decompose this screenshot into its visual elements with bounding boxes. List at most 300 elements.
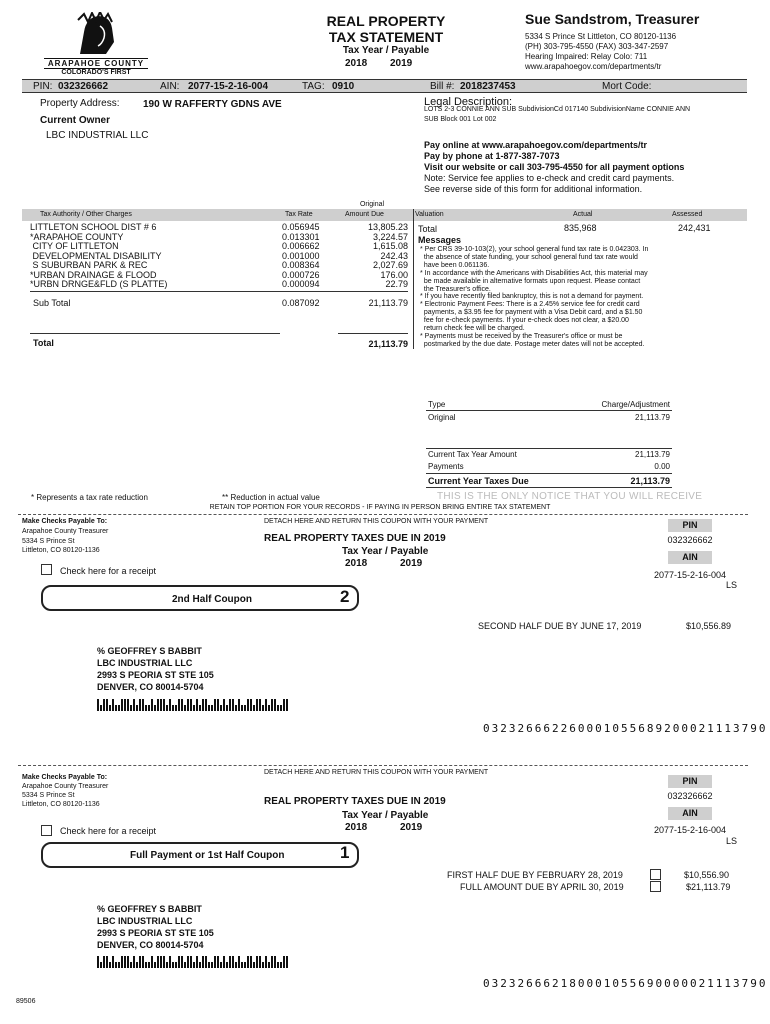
c1-ain-value: 2077-15-2-16-004 (653, 825, 727, 835)
row-rate: 0.013301 (282, 231, 320, 242)
row-authority: *URBAN DRAINAGE & FLOOD (30, 269, 157, 280)
total-divider (30, 333, 280, 334)
legal-description-label: Legal Description: (424, 96, 513, 108)
row-authority: CITY OF LITTLETON (30, 241, 119, 251)
barcode-bar (160, 699, 162, 711)
barcode-bar (124, 699, 126, 711)
barcode-bar (103, 956, 105, 968)
barcode-bar (259, 956, 261, 968)
c1-detach-instruction: DETACH HERE AND RETURN THIS COUPON WITH YOUR PAYMENT (264, 769, 489, 776)
message-line: fee for e-check payments. If your e-check does not clear, a $20.00 (420, 317, 629, 325)
barcode-bar (100, 962, 102, 968)
barcode-bar (232, 956, 234, 968)
row-amount: 3,224.57 (372, 231, 408, 242)
barcode-bar (118, 962, 120, 968)
barcode-bar (238, 699, 240, 711)
barcode-bar (154, 705, 156, 711)
barcode-bar (199, 962, 201, 968)
barcode-bar (175, 705, 177, 711)
table-row (30, 279, 410, 289)
c2-ls: LS (726, 580, 738, 590)
barcode-bar (169, 699, 171, 711)
barcode-bar (157, 699, 159, 711)
barcode-bar (157, 956, 159, 968)
c2-payable-year: 2019 (400, 558, 423, 569)
barcode-bar (286, 699, 288, 711)
col-tax-authority: Tax Authority / Other Charges (40, 211, 132, 218)
c2-payee-line2: 5334 S Prince St (22, 538, 75, 545)
valuation-assessed: 242,431 (678, 223, 711, 233)
barcode-bar (244, 962, 246, 968)
col-actual: Actual (573, 211, 593, 218)
c1-coupon-label: Full Payment or 1st Half Coupon (130, 850, 285, 861)
barcode-bar (142, 956, 144, 968)
barcode-bar (196, 699, 198, 711)
tax-rows (30, 222, 410, 289)
barcode-bar (280, 705, 282, 711)
barcode-bar (280, 962, 282, 968)
message-line: * In accordance with the Americans with Disabilities Act, this material may (420, 269, 648, 277)
service-fee-note: Note: Service fee applies to e-check and credit card payments. (424, 173, 675, 183)
barcode-bar (205, 956, 207, 968)
c1-mail-addr2: LBC INDUSTRIAL LLC (97, 916, 193, 926)
barcode-bar (256, 699, 258, 711)
charges-header-line (426, 410, 672, 411)
row-rate: 0.008364 (282, 260, 320, 270)
c2-payee-line1: Arapahoe County Treasurer (22, 528, 109, 535)
c2-scanline: 032326662260001055689200021113790 (483, 722, 768, 735)
message-line: * Electronic Payment Fees: There is a 2.45% service fee for credit card (420, 301, 640, 309)
c2-due-amount: $10,556.89 (686, 621, 732, 631)
table-row (30, 251, 410, 261)
barcode-bar (148, 705, 150, 711)
column-divider (413, 209, 414, 349)
message-line: return check fee will be charged. (420, 325, 525, 333)
detach-line-middle (18, 765, 748, 766)
barcode-bar (223, 699, 225, 711)
legal-description-line1: LOTS 2-3 CONNIE ANN SUB SubdivisionCd 017140 SubdivisionName CONNIE ANN (424, 106, 691, 113)
c1-receipt-label: Check here for a receipt (60, 826, 157, 836)
row-authority: S SUBURBAN PARK & REC (30, 260, 148, 270)
taxes-due-line (426, 473, 672, 474)
barcode-bar (106, 956, 108, 968)
row-amount: 2,027.69 (372, 260, 408, 270)
message-line: payments, a $3.95 fee for payment with a Visa Debit card, and a $1.50 (420, 309, 643, 317)
hearing-impaired: Hearing Impaired: Relay Colo: 711 (525, 52, 648, 61)
row-amount: 176.00 (380, 269, 408, 280)
total-label: Total (33, 338, 54, 348)
message-line: * If you have recently filed bankruptcy, this is not a demand for payment. (420, 293, 644, 301)
barcode-bar (217, 699, 219, 711)
c1-payable-year: 2019 (400, 822, 423, 833)
c1-first-half-amount: $10,556.90 (684, 870, 730, 880)
c2-detach-instruction: DETACH HERE AND RETURN THIS COUPON WITH YOUR PAYMENT (264, 518, 489, 525)
barcode-bar (190, 956, 192, 968)
message-line: * Payments must be received by the Treasurer's office or must be (420, 332, 623, 340)
barcode-bar (118, 705, 120, 711)
barcode-bar (106, 699, 108, 711)
message-line: have been 0.061136. (420, 261, 490, 269)
barcode-bar (163, 699, 165, 711)
c1-tax-year: 2018 (345, 822, 368, 833)
barcode-bar (220, 705, 222, 711)
barcode-bar (265, 956, 267, 968)
c1-ain-label: AIN (668, 807, 712, 820)
c2-due-title: REAL PROPERTY TAXES DUE IN 2019 (264, 533, 446, 544)
barcode-bar (172, 962, 174, 968)
barcode-bar (247, 699, 249, 711)
county-name: ARAPAHOE COUNTY (44, 58, 148, 69)
barcode-bar (139, 956, 141, 968)
c1-scanline: 032326662180001055690000021113790 (483, 977, 768, 990)
treasurer-website[interactable]: www.arapahoegov.com/departments/tr (525, 62, 662, 71)
barcode-bar (151, 956, 153, 968)
c2-receipt-checkbox[interactable] (41, 564, 52, 575)
barcode-bar (238, 956, 240, 968)
barcode-bar (169, 956, 171, 968)
barcode-bar (112, 699, 114, 711)
c1-payee-line2: 5334 S Prince St (22, 792, 75, 799)
col-amount-due: Amount Due (345, 211, 384, 218)
barcode-bar (154, 962, 156, 968)
c1-full-line: FULL AMOUNT DUE BY APRIL 30, 2019 (460, 882, 624, 892)
barcode-bar (283, 699, 285, 711)
c1-ls: LS (726, 836, 738, 846)
barcode-bar (250, 956, 252, 968)
row-amount: 242.43 (380, 250, 408, 261)
barcode-bar (271, 956, 273, 968)
barcode-bar (163, 956, 165, 968)
barcode-bar (172, 705, 174, 711)
row-amount: 13,805.23 (367, 222, 408, 232)
barcode-bar (193, 705, 195, 711)
table-row (30, 232, 410, 242)
statement-title-line1: REAL PROPERTY (326, 13, 446, 29)
barcode-bar (244, 705, 246, 711)
barcode-bar (175, 962, 177, 968)
taxes-due-underline (426, 487, 672, 488)
barcode-bar (283, 956, 285, 968)
barcode-bar (145, 962, 147, 968)
table-row (30, 222, 410, 232)
c1-make-checks-label: Make Checks Payable To: (22, 774, 108, 781)
statement-title-line2: TAX STATEMENT (328, 29, 444, 45)
taxes-due-label: Current Year Taxes Due (428, 476, 529, 486)
barcode-bar (109, 705, 111, 711)
barcode-bar (226, 705, 228, 711)
barcode-bar (121, 956, 123, 968)
barcode-bar (190, 699, 192, 711)
barcode-bar (253, 962, 255, 968)
barcode-bar (256, 956, 258, 968)
c1-full-amount: $21,113.79 (686, 882, 731, 892)
barcode-bar (151, 699, 153, 711)
c2-receipt-label: Check here for a receipt (60, 566, 157, 576)
row-authority: *URBN DRNGE&FLD (S PLATTE) (30, 279, 168, 289)
messages-label: Messages (418, 235, 462, 245)
bill-value: 2018237453 (460, 81, 516, 92)
pin-value: 032326662 (58, 81, 109, 92)
c2-mail-addr3: 2993 S PEORIA ST STE 105 (97, 670, 214, 680)
barcode-bar (211, 705, 213, 711)
messages-list (420, 246, 740, 349)
message-line: postmarked by the due date. Postage meter dates will not be accepted. (420, 340, 645, 348)
subtotal-divider (30, 291, 408, 292)
barcode-bar (97, 699, 99, 711)
current-tax-label: Current Tax Year Amount (428, 450, 517, 459)
c2-mail-addr4: DENVER, CO 80014-5704 (97, 682, 204, 692)
charges-original-amount: 21,113.79 (635, 413, 670, 422)
barcode-bar (196, 956, 198, 968)
c1-pin-value: 032326662 (667, 791, 713, 801)
original-label: Original (359, 201, 385, 208)
c1-coupon-number: 1 (340, 843, 350, 862)
barcode-bar (187, 956, 189, 968)
barcode-bar (274, 699, 276, 711)
see-reverse-note: See reverse side of this form for additional information. (424, 184, 643, 194)
barcode-bar (133, 956, 135, 968)
col-assessed: Assessed (672, 211, 703, 218)
c1-receipt-checkbox[interactable] (41, 825, 52, 836)
pay-by-phone: Pay by phone at 1-877-387-7073 (424, 151, 560, 161)
barcode-bar (187, 699, 189, 711)
c2-ain-label: AIN (668, 551, 712, 564)
barcode-bar (199, 705, 201, 711)
barcode-bar (208, 962, 210, 968)
row-amount: 1,615.08 (372, 241, 408, 251)
barcode-bar (220, 962, 222, 968)
c1-first-half-line: FIRST HALF DUE BY FEBRUARY 28, 2019 (447, 870, 623, 880)
tax-year: 2018 (345, 58, 368, 69)
barcode-bar (277, 962, 279, 968)
c2-tax-year: 2018 (345, 558, 368, 569)
retain-notice: RETAIN TOP PORTION FOR YOUR RECORDS - IF PAYING IN PERSON BRING ENTIRE TAX STATEMENT (209, 504, 551, 511)
barcode-bar (286, 956, 288, 968)
c2-make-checks-label: Make Checks Payable To: (22, 518, 108, 525)
county-logo (44, 12, 148, 76)
c1-payee-line3: Littleton, CO 80120-1136 (22, 801, 100, 808)
barcode-bar (184, 962, 186, 968)
barcode-bar (262, 705, 264, 711)
barcode-bar (115, 962, 117, 968)
total-amount: 21,113.79 (368, 339, 408, 349)
payments-amount: 0.00 (654, 462, 670, 471)
c1-mail-addr4: DENVER, CO 80014-5704 (97, 940, 204, 950)
barcode-bar (268, 705, 270, 711)
valuation-total-label: Total (418, 224, 438, 234)
row-rate: 0.000094 (282, 279, 320, 289)
barcode-bar (211, 962, 213, 968)
barcode-bar (229, 956, 231, 968)
c2-coupon-number: 2 (340, 587, 350, 606)
c1-postal-barcode (97, 954, 288, 968)
mort-code-label: Mort Code: (602, 81, 652, 92)
row-authority: *ARAPAHOE COUNTY (30, 231, 124, 242)
c2-payee-line3: Littleton, CO 80120-1136 (22, 547, 100, 554)
pin-label: PIN: (33, 81, 53, 92)
c2-coupon-label: 2nd Half Coupon (172, 594, 252, 605)
barcode-bar (259, 699, 261, 711)
barcode-bar (136, 705, 138, 711)
c2-postal-barcode (97, 697, 288, 711)
valuation-actual: 835,968 (564, 223, 597, 233)
row-rate: 0.006662 (282, 241, 320, 251)
c2-due-line: SECOND HALF DUE BY JUNE 17, 2019 (478, 621, 642, 631)
c2-tax-year-payable: Tax Year / Payable (342, 546, 429, 557)
barcode-bar (124, 956, 126, 968)
current-tax-amount: 21,113.79 (635, 450, 670, 459)
barcode-bar (127, 699, 129, 711)
ain-value: 2077-15-2-16-004 (188, 81, 269, 92)
col-tax-rate: Tax Rate (285, 211, 313, 218)
barcode-bar (127, 956, 129, 968)
barcode-bar (232, 699, 234, 711)
current-owner-label: Current Owner (40, 115, 111, 126)
barcode-bar (214, 699, 216, 711)
barcode-bar (253, 705, 255, 711)
c1-mail-addr1: % GEOFFREY S BABBIT (97, 904, 202, 914)
barcode-bar (268, 962, 270, 968)
barcode-bar (109, 962, 111, 968)
barcode-bar (205, 699, 207, 711)
col-type: Type (428, 400, 446, 409)
barcode-bar (130, 962, 132, 968)
barcode-bar (121, 699, 123, 711)
c2-pin-value: 032326662 (667, 535, 713, 545)
barcode-bar (181, 699, 183, 711)
only-notice: THIS IS THE ONLY NOTICE THAT YOU WILL RECEIVE (437, 491, 703, 502)
barcode-bar (193, 962, 195, 968)
c2-mail-addr2: LBC INDUSTRIAL LLC (97, 658, 193, 668)
row-rate: 0.056945 (282, 222, 320, 232)
barcode-bar (148, 962, 150, 968)
barcode-bar (208, 705, 210, 711)
message-line: the absence of state funding, your school general fund tax rate would (420, 253, 638, 261)
c1-pin-label: PIN (668, 775, 712, 788)
form-number: 89506 (16, 998, 36, 1005)
c1-mail-addr3: 2993 S PEORIA ST STE 105 (97, 928, 214, 938)
barcode-bar (115, 705, 117, 711)
c2-mail-addr1: % GEOFFREY S BABBIT (97, 646, 202, 656)
property-address-label: Property Address: (40, 98, 120, 109)
bill-label: Bill #: (430, 81, 455, 92)
barcode-bar (274, 956, 276, 968)
barcode-bar (145, 705, 147, 711)
c1-first-half-checkbox[interactable] (650, 869, 661, 880)
treasurer-name: Sue Sandstrom, Treasurer (525, 11, 700, 27)
row-rate: 0.001000 (282, 250, 320, 261)
message-line: be made available in alternative formats upon request. Please contact (420, 277, 641, 285)
total-divider-right (338, 333, 408, 334)
col-valuation: Valuation (415, 211, 444, 218)
tag-value: 0910 (332, 81, 355, 92)
payable-year: 2019 (390, 58, 413, 69)
barcode-bar (97, 956, 99, 968)
barcode-bar (100, 705, 102, 711)
barcode-bar (265, 699, 267, 711)
table-row (30, 260, 410, 270)
barcode-bar (160, 956, 162, 968)
barcode-bar (136, 962, 138, 968)
actual-reduction-note: ** Reduction in actual value (222, 493, 320, 502)
legal-description-line2: SUB Block 001 Lot 002 (424, 116, 497, 123)
ain-label: AIN: (160, 81, 180, 92)
c2-ain-value: 2077-15-2-16-004 (653, 570, 727, 580)
treasurer-phone: (PH) 303-795-4550 (FAX) 303-347-2597 (525, 42, 669, 51)
barcode-bar (271, 699, 273, 711)
row-authority: DEVELOPMENTAL DISABILITY (30, 250, 162, 261)
barcode-bar (247, 956, 249, 968)
barcode-bar (235, 705, 237, 711)
table-row (30, 241, 410, 251)
pay-online[interactable]: Pay online at www.arapahoegov.com/departments/tr (424, 140, 648, 150)
subtotal-amount: 21,113.79 (368, 298, 408, 308)
barcode-bar (142, 699, 144, 711)
subtotal-rate: 0.087092 (282, 298, 320, 308)
barcode-bar (202, 699, 204, 711)
barcode-bar (241, 705, 243, 711)
row-authority: LITTLETON SCHOOL DIST # 6 (30, 222, 157, 232)
barcode-bar (202, 956, 204, 968)
county-tagline: COLORADO'S FIRST (61, 69, 131, 76)
barcode-bar (229, 699, 231, 711)
row-amount: 22.79 (385, 279, 408, 289)
row-rate: 0.000726 (282, 269, 320, 280)
c1-full-amount-checkbox[interactable] (650, 881, 661, 892)
barcode-bar (184, 705, 186, 711)
subtotal-label: Sub Total (33, 298, 71, 308)
tax-year-payable-label: Tax Year / Payable (342, 45, 430, 56)
taxes-due-amount: 21,113.79 (630, 476, 670, 486)
barcode-bar (130, 705, 132, 711)
message-line: the Treasurer's office. (420, 285, 491, 293)
payments-label: Payments (428, 462, 464, 471)
barcode-bar (112, 956, 114, 968)
current-tax-line (426, 448, 672, 449)
c1-due-title: REAL PROPERTY TAXES DUE IN 2019 (264, 796, 446, 807)
barcode-bar (217, 956, 219, 968)
chief-head-logo-icon (70, 12, 120, 56)
barcode-bar (178, 699, 180, 711)
visit-website: Visit our website or call 303-795-4550 for all payment options (424, 162, 685, 172)
treasurer-address: 5334 S Prince St Littleton, CO 80120-1136 (525, 32, 677, 41)
barcode-bar (241, 962, 243, 968)
barcode-bar (166, 705, 168, 711)
table-row (30, 270, 410, 280)
charges-original-label: Original (428, 413, 456, 422)
barcode-bar (214, 956, 216, 968)
barcode-bar (178, 956, 180, 968)
current-owner: LBC INDUSTRIAL LLC (46, 130, 149, 141)
barcode-bar (223, 956, 225, 968)
col-charge-adjustment: Charge/Adjustment (601, 400, 670, 409)
barcode-bar (181, 956, 183, 968)
barcode-bar (262, 962, 264, 968)
c1-tax-year-payable: Tax Year / Payable (342, 810, 429, 821)
barcode-bar (103, 699, 105, 711)
detach-line-top (18, 514, 748, 515)
rate-reduction-note: * Represents a tax rate reduction (31, 493, 148, 502)
barcode-bar (139, 699, 141, 711)
c2-pin-label: PIN (668, 519, 712, 532)
barcode-bar (277, 705, 279, 711)
message-line: * Per CRS 39-10-103(2), your school general fund tax rate is 0.042303. In (420, 246, 649, 253)
barcode-bar (133, 699, 135, 711)
barcode-bar (166, 962, 168, 968)
barcode-bar (235, 962, 237, 968)
c1-payee-line1: Arapahoe County Treasurer (22, 783, 109, 790)
barcode-bar (226, 962, 228, 968)
